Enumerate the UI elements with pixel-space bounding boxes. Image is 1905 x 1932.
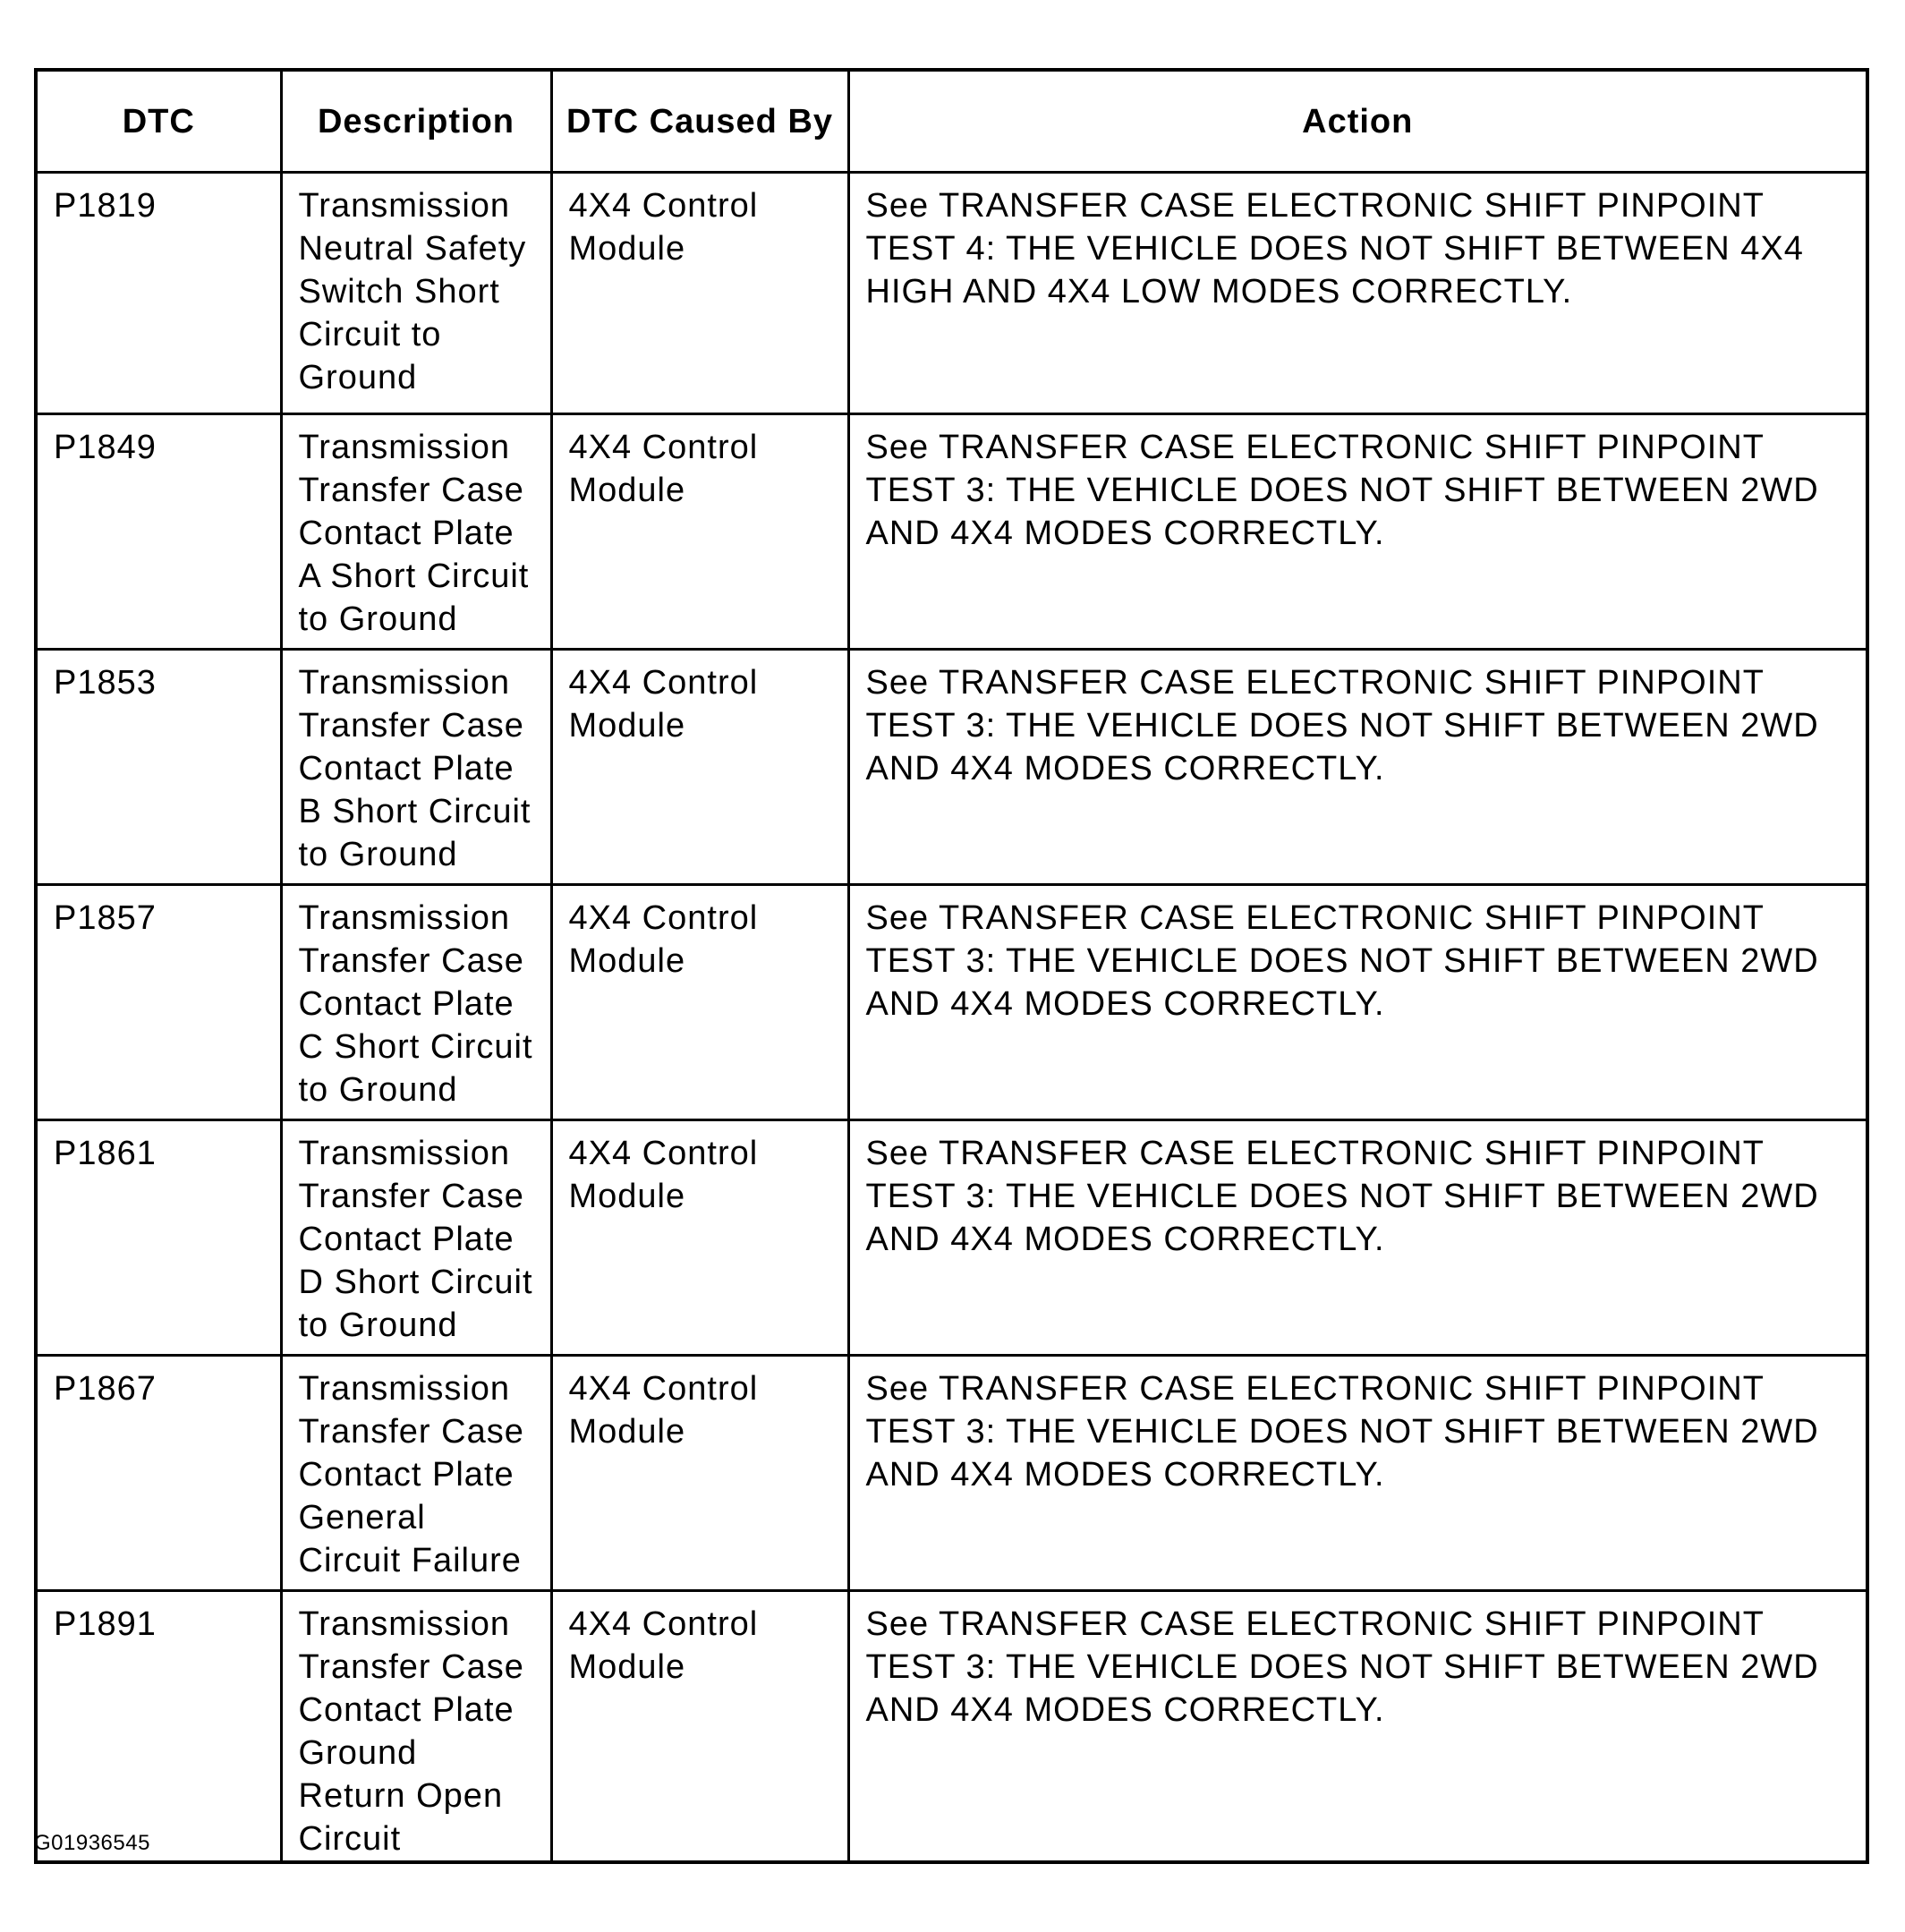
table-row	[36, 1591, 1867, 1863]
dtc-code: P1861	[36, 1120, 281, 1356]
dtc-code: P1857	[36, 885, 281, 1120]
dtc-caused-by: 4X4 Control Module	[551, 1120, 848, 1356]
dtc-caused-by: 4X4 Control Module	[551, 414, 848, 650]
table-header	[36, 70, 1867, 173]
table-row	[36, 885, 1867, 1120]
header-row	[36, 70, 1867, 173]
dtc-action: See TRANSFER CASE ELECTRONIC SHIFT PINPOINT TEST 3: THE VEHICLE DOES NOT SHIFT BETWEEN 2WD AND 4X4 MODES CORRECTLY.	[848, 650, 1867, 885]
header-description: Description	[281, 70, 551, 173]
dtc-table	[34, 68, 1869, 1864]
dtc-description: Transmission Transfer Case Contact Plate A Short Circuit to Ground	[281, 414, 551, 650]
dtc-code: P1853	[36, 650, 281, 885]
dtc-action: See TRANSFER CASE ELECTRONIC SHIFT PINPOINT TEST 3: THE VEHICLE DOES NOT SHIFT BETWEEN 2WD AND 4X4 MODES CORRECTLY.	[848, 885, 1867, 1120]
dtc-action: See TRANSFER CASE ELECTRONIC SHIFT PINPOINT TEST 3: THE VEHICLE DOES NOT SHIFT BETWEEN 2WD AND 4X4 MODES CORRECTLY.	[848, 1120, 1867, 1356]
dtc-action: See TRANSFER CASE ELECTRONIC SHIFT PINPOINT TEST 3: THE VEHICLE DOES NOT SHIFT BETWEEN 2WD AND 4X4 MODES CORRECTLY.	[848, 1591, 1867, 1863]
dtc-caused-by: 4X4 Control Module	[551, 1356, 848, 1591]
dtc-action: See TRANSFER CASE ELECTRONIC SHIFT PINPOINT TEST 3: THE VEHICLE DOES NOT SHIFT BETWEEN 2WD AND 4X4 MODES CORRECTLY.	[848, 1356, 1867, 1591]
dtc-code: P1849	[36, 414, 281, 650]
dtc-description: Transmission Transfer Case Contact Plate C Short Circuit to Ground	[281, 885, 551, 1120]
table-body	[36, 173, 1867, 1863]
table-row	[36, 650, 1867, 885]
dtc-description: Transmission Neutral Safety Switch Short Circuit to Ground	[281, 173, 551, 414]
dtc-code: P1891	[36, 1591, 281, 1863]
dtc-caused-by: 4X4 Control Module	[551, 173, 848, 414]
table-row	[36, 414, 1867, 650]
dtc-description: Transmission Transfer Case Contact Plate Ground Return Open Circuit	[281, 1591, 551, 1863]
table-row	[36, 1356, 1867, 1591]
dtc-description: Transmission Transfer Case Contact Plate General Circuit Failure	[281, 1356, 551, 1591]
table-row	[36, 1120, 1867, 1356]
dtc-code: P1819	[36, 173, 281, 414]
header-caused-by: DTC Caused By	[551, 70, 848, 173]
dtc-code: P1867	[36, 1356, 281, 1591]
dtc-description: Transmission Transfer Case Contact Plate D Short Circuit to Ground	[281, 1120, 551, 1356]
header-dtc: DTC	[36, 70, 281, 173]
dtc-caused-by: 4X4 Control Module	[551, 650, 848, 885]
dtc-caused-by: 4X4 Control Module	[551, 885, 848, 1120]
dtc-caused-by: 4X4 Control Module	[551, 1591, 848, 1863]
figure-id: G01936545	[34, 1831, 150, 1855]
dtc-action: See TRANSFER CASE ELECTRONIC SHIFT PINPOINT TEST 4: THE VEHICLE DOES NOT SHIFT BETWEEN 4X4 HIGH AND 4X4 LOW MODES CORRECTLY.	[848, 173, 1867, 414]
table-row	[36, 173, 1867, 414]
dtc-action: See TRANSFER CASE ELECTRONIC SHIFT PINPOINT TEST 3: THE VEHICLE DOES NOT SHIFT BETWEEN 2WD AND 4X4 MODES CORRECTLY.	[848, 414, 1867, 650]
header-action: Action	[848, 70, 1867, 173]
dtc-description: Transmission Transfer Case Contact Plate B Short Circuit to Ground	[281, 650, 551, 885]
